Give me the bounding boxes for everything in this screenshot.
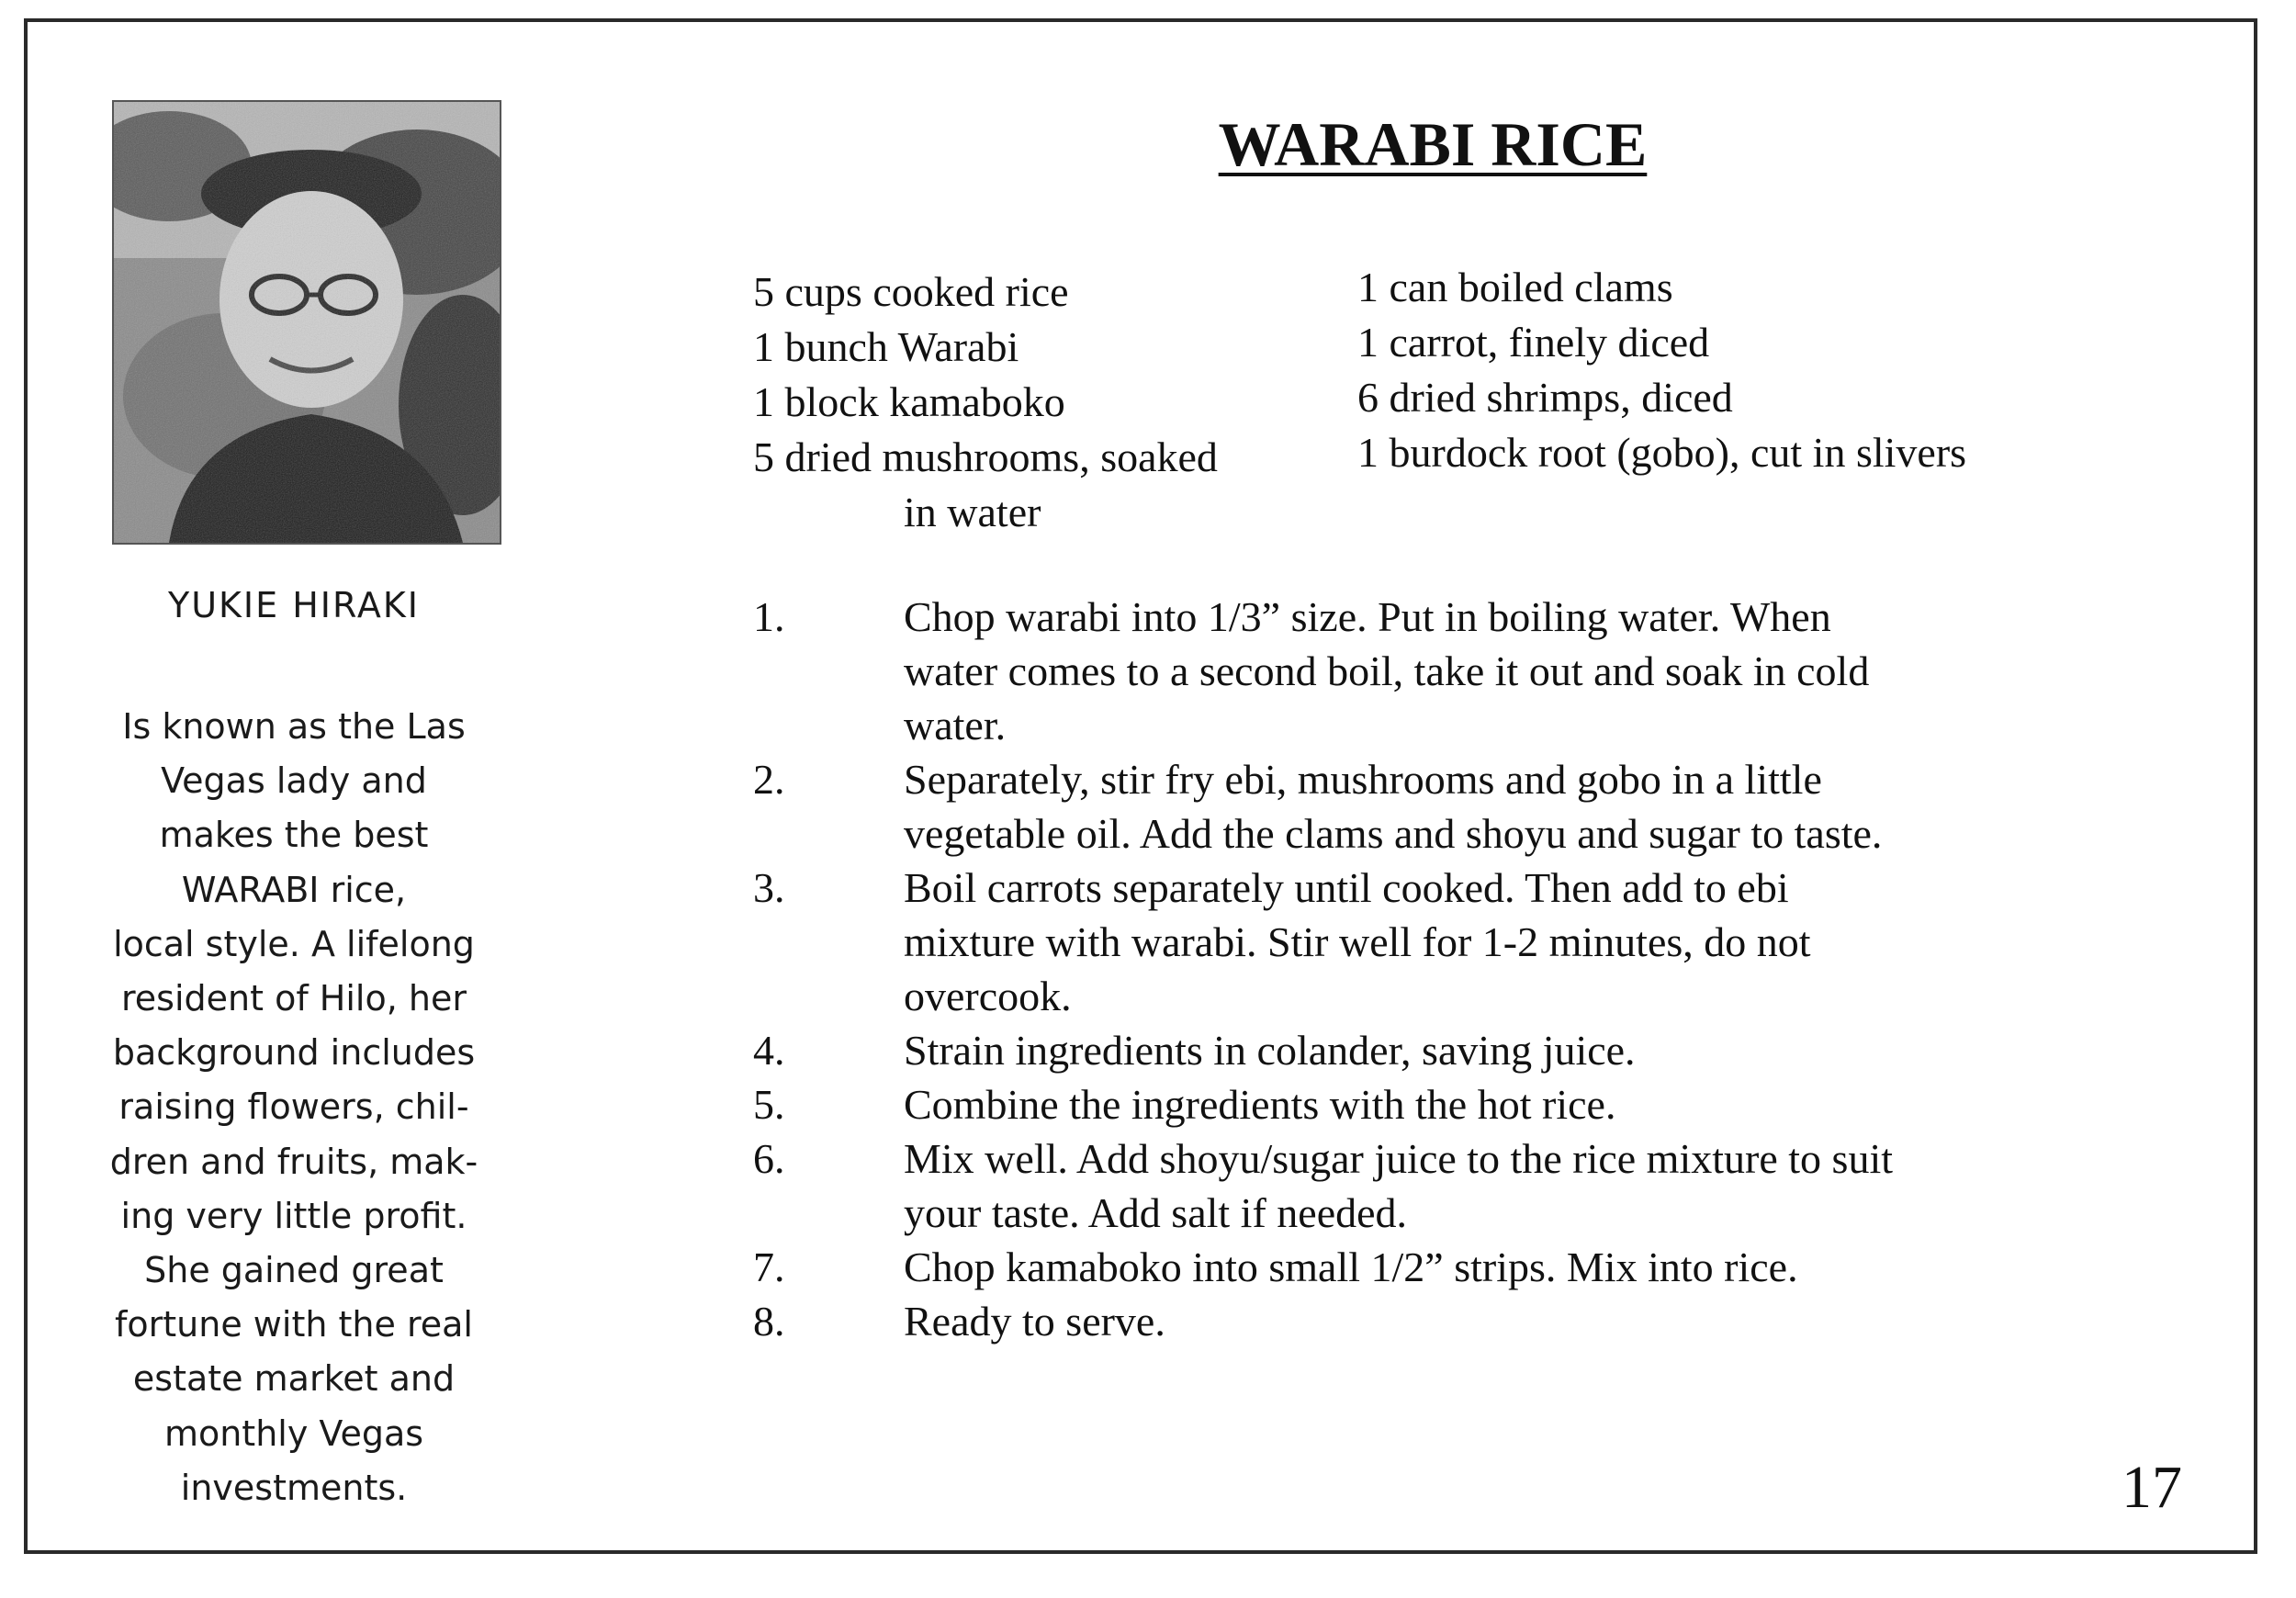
bio-line: investments. [180,1467,408,1508]
bio-line: estate market and [132,1358,456,1400]
step-text [904,1294,2131,1348]
step-text-line: Mix well. Add shoyu/sugar juice to the rice mixture to suit [904,1135,1894,1182]
author-name: YUKIE HIRAKI [167,585,420,625]
instruction-step [753,1023,2131,1077]
bio-line: resident of Hilo, her [121,978,467,1019]
author-bio [64,700,523,1515]
page-number: 17 [2122,1454,2182,1521]
step-text [904,861,2131,1023]
step-number: 1. [753,593,785,640]
instruction-step [753,752,2131,861]
step-number: 3. [753,864,785,911]
step-text-line: mixture with warabi. Stir well for 1-2 minutes, do not [904,918,1811,965]
step-text-line: Strain ingredients in colander, saving juice. [904,1027,1636,1074]
step-text-line: overcook. [904,973,1072,1019]
author-photo [112,100,501,545]
ingredient-item: 1 burdock root (gobo), cut in slivers [1357,429,1967,476]
instructions-list [753,590,2131,1348]
step-text [904,752,2131,861]
instruction-step [753,1294,2131,1348]
ingredient-item: 1 block kamaboko [753,378,1065,425]
bio-line: Is known as the Las [122,706,466,747]
instruction-step [753,861,2131,1023]
step-text-line: Combine the ingredients with the hot rice. [904,1081,1616,1128]
step-text-line: your taste. Add salt if needed. [904,1189,1408,1236]
ingredient-item: 5 dried mushrooms, soaked [753,433,1218,480]
ingredients-right-column [1357,260,1966,480]
bio-line: She gained great [144,1250,444,1291]
bio-line: local style. A lifelong [113,923,475,964]
step-text-line: Chop kamaboko into small 1/2” strips. Mix into rice. [904,1244,1798,1290]
step-text-line: Separately, stir fry ebi, mushrooms and gobo in a little [904,756,1822,803]
step-number: 8. [753,1298,785,1345]
step-text-line: water comes to a second boil, take it out and soak in cold [904,647,1870,694]
bio-line: dren and fruits, mak- [109,1141,478,1182]
step-text [904,1240,2131,1294]
ingredient-item: 1 bunch Warabi [753,323,1019,370]
instruction-step [753,1131,2131,1240]
ingredient-item: 5 cups cooked rice [753,268,1069,315]
ingredients-left-column [753,264,1218,540]
step-number: 7. [753,1244,785,1290]
step-number: 4. [753,1027,785,1074]
step-text-line: Ready to serve. [904,1298,1165,1345]
step-number: 6. [753,1135,785,1182]
recipe-title: WARABI RICE [1218,109,1648,179]
step-text-line: vegetable oil. Add the clams and shoyu and sugar to taste. [904,810,1883,857]
step-text [904,1077,2131,1131]
instruction-step [753,1077,2131,1131]
instruction-step [753,1240,2131,1294]
ingredient-item: 6 dried shrimps, diced [1357,374,1733,421]
bio-line: raising flowers, chil- [118,1086,469,1128]
step-text-line: Chop warabi into 1/3” size. Put in boiling water. When [904,593,1831,640]
step-text-line: water. [904,702,1007,748]
step-text [904,590,2131,752]
ingredient-continuation: in water [904,489,1041,535]
step-number: 2. [753,756,785,803]
author-portrait-image [114,102,500,543]
bio-line: ing very little profit. [120,1195,467,1236]
step-text-line: Boil carrots separately until cooked. Then add to ebi [904,864,1789,911]
bio-line: monthly Vegas [163,1412,424,1454]
bio-line: background includes [112,1032,476,1074]
step-text [904,1131,2131,1240]
step-number: 5. [753,1081,785,1128]
bio-line: Vegas lady and [161,760,427,802]
bio-line: fortune with the real [115,1304,473,1345]
ingredient-item: 1 can boiled clams [1357,264,1673,310]
instruction-step [753,590,2131,752]
step-text [904,1023,2131,1077]
ingredient-item: 1 carrot, finely diced [1357,319,1710,366]
bio-line: WARABI rice, [181,869,407,910]
bio-line: makes the best [159,815,429,856]
